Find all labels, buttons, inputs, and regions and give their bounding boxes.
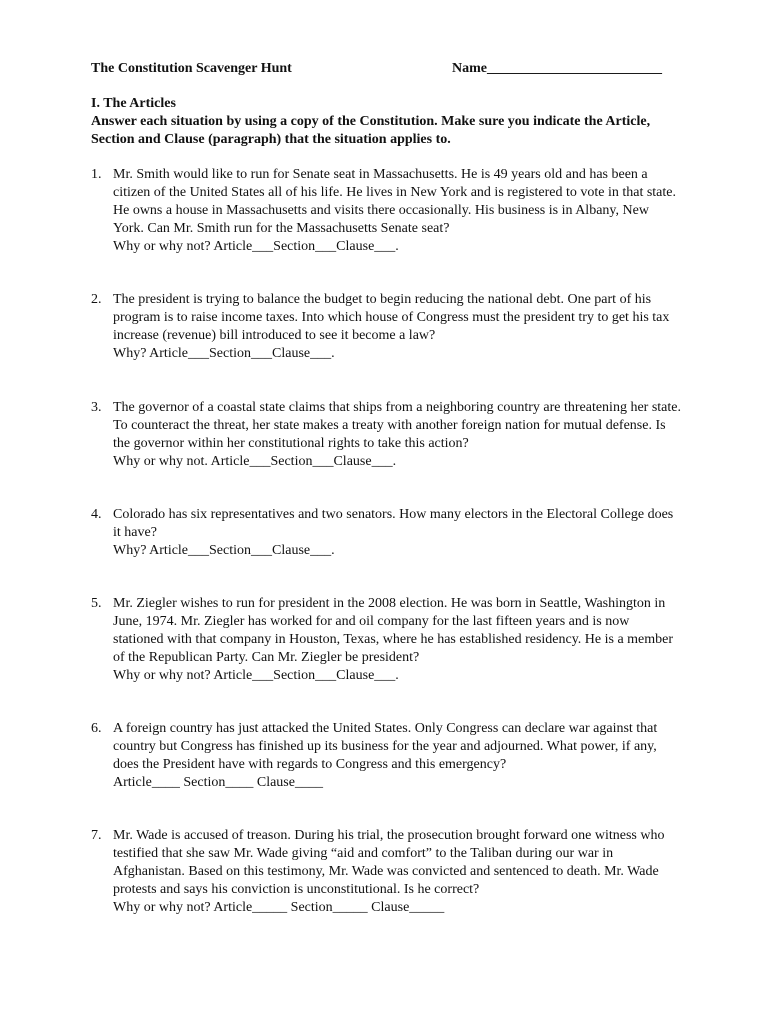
worksheet-title: The Constitution Scavenger Hunt [91, 61, 292, 76]
question-number: 6. [91, 721, 102, 736]
section-heading: I. The Articles [91, 96, 176, 111]
question-number: 1. [91, 167, 102, 182]
answer-prompt: Why or why not? Article___Section___Clause___. [113, 239, 399, 254]
question-number: 3. [91, 400, 102, 415]
question-item [91, 506, 681, 560]
question-text: The governor of a coastal state claims that ships from a neighboring country are threatening her state. To counteract the threat, her state makes a treaty with another foreign nation for mutual defense. Is the governor within her constitutional rights to take this action? [113, 400, 681, 451]
question-text: Mr. Ziegler wishes to run for president in the 2008 election. He was born in Seattle, Washington in June, 1974. Mr. Ziegler has worked for and oil company for the last fifteen years and is now stationed with that company in Houston, Texas, where he has established residency. He is a member of the Republican Party. Can Mr. Ziegler be president? [113, 596, 674, 665]
question-number: 2. [91, 292, 102, 307]
worksheet-header [91, 60, 678, 78]
question-item [91, 291, 681, 363]
question-number: 5. [91, 596, 102, 611]
question-item [91, 720, 681, 792]
question-text: A foreign country has just attacked the United States. Only Congress can declare war against that country but Congress has finished up its business for the year and adjourned. What power, if any, does the President have with regards to Congress and this emergency? [113, 721, 658, 772]
name-field-label: Name_________________________ [452, 61, 662, 76]
answer-prompt: Why? Article___Section___Clause___. [113, 543, 335, 558]
answer-prompt: Why or why not? Article_____ Section_____ Clause_____ [113, 900, 445, 915]
question-item [91, 595, 681, 685]
question-item [91, 827, 681, 917]
question-text: Mr. Smith would like to run for Senate seat in Massachusetts. He is 49 years old and has been a citizen of the United States all of his life. He lives in New York and is registered to vote in that state. He owns a house in Massachusetts and visits there occasionally. His business is in Albany, New York. Can Mr. Smith run for the Massachusetts Senate seat? [113, 167, 676, 236]
question-item [91, 166, 681, 256]
question-item [91, 399, 681, 471]
answer-prompt: Article____ Section____ Clause____ [113, 775, 323, 790]
answer-prompt: Why or why not. Article___Section___Clause___. [113, 454, 397, 469]
question-text: Colorado has six representatives and two senators. How many electors in the Electoral College does it have? [113, 507, 674, 540]
question-number: 7. [91, 828, 102, 843]
answer-prompt: Why? Article___Section___Clause___. [113, 346, 335, 361]
answer-prompt: Why or why not? Article___Section___Clause___. [113, 668, 399, 683]
question-number: 4. [91, 507, 102, 522]
question-text: The president is trying to balance the budget to begin reducing the national debt. One part of his program is to raise income taxes. Into which house of Congress must the president try to get his tax increase (revenue) bill introduced to see it become a law? [113, 292, 670, 343]
question-text: Mr. Wade is accused of treason. During his trial, the prosecution brought forward one witness who testified that she saw Mr. Wade giving “aid and comfort” to the Taliban during our war in Afghanistan. Based on this testimony, Mr. Wade was convicted and sentenced to death. Mr. Wade protests and says his conviction is unconstitutional. Is he correct? [113, 828, 665, 897]
section-instructions: Answer each situation by using a copy of the Constitution. Make sure you indicate the Article, Section and Clause (paragraph) that the situation applies to. [91, 114, 651, 147]
